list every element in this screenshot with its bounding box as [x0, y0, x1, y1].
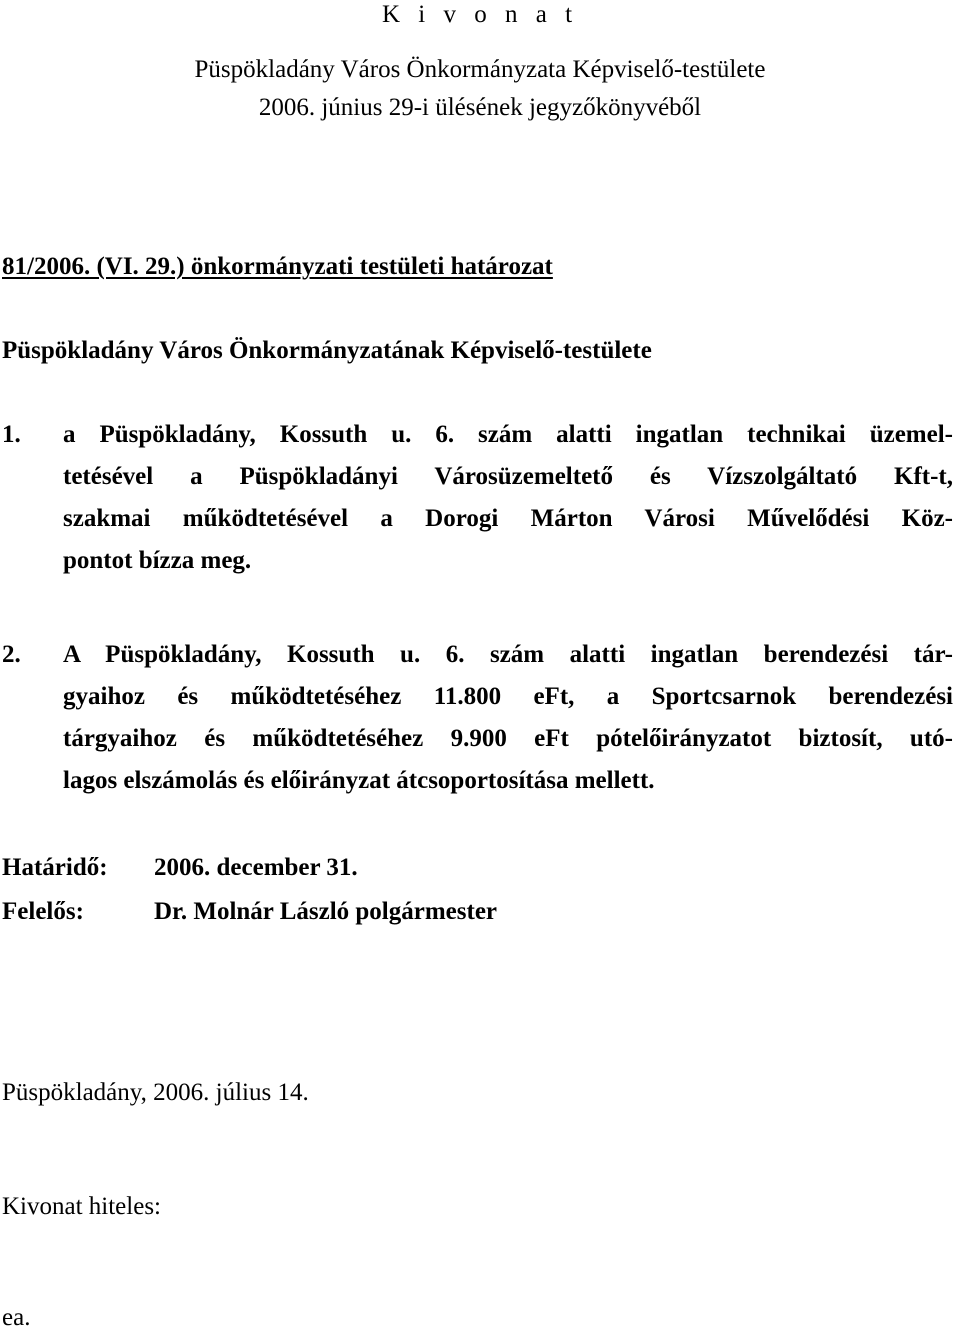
deadline-value: 2006. december 31.	[154, 854, 358, 881]
document-subtitle-line2: 2006. június 29-i ülésének jegyzőkönyvéből	[258, 94, 702, 121]
certified-label: Kivonat hiteles:	[2, 1193, 161, 1220]
document-title: K i v o n a t	[381, 1, 579, 28]
item-number-1: 1.	[2, 421, 21, 448]
item-2-line: lagos elszámolás és előirányzat átcsoportosítása mellett.	[63, 767, 655, 794]
deadline-label: Határidő:	[2, 854, 108, 881]
item-1-line: tetésével a Püspökladányi Városüzemeltető és Vízszolgáltató Kft-t,	[63, 463, 953, 490]
item-number-2: 2.	[2, 641, 21, 668]
place-date: Püspökladány, 2006. július 14.	[2, 1079, 309, 1106]
item-text-1	[63, 414, 953, 582]
responsible-value: Dr. Molnár László polgármester	[154, 898, 498, 925]
item-1-line: szakmai működtetésével a Dorogi Márton Városi Művelődési Köz-	[63, 505, 953, 532]
item-2-line: A Püspökladány, Kossuth u. 6. szám alatti ingatlan berendezési tár-	[63, 641, 953, 668]
item-2-line: tárgyaihoz és működtetéséhez 9.900 eFt pótelőirányzatot biztosít, utó-	[63, 725, 953, 752]
item-text-2	[63, 634, 953, 802]
initials: ea.	[2, 1304, 31, 1331]
responsible-row	[2, 897, 497, 927]
item-2-line: gyaihoz és működtetéséhez 11.800 eFt, a Sportcsarnok berendezési	[63, 683, 953, 710]
deadline-row	[2, 853, 358, 883]
resolution-body-name: Püspökladány Város Önkormányzatának Képviselő-testülete	[2, 337, 652, 364]
responsible-label: Felelős:	[2, 898, 84, 925]
item-1-line: pontot bízza meg.	[63, 547, 252, 574]
resolution-number: 81/2006. (VI. 29.) önkormányzati testületi határozat	[2, 253, 553, 280]
item-1-line: a Püspökladány, Kossuth u. 6. szám alatti ingatlan technikai üzemel-	[63, 421, 953, 448]
document-subtitle-line1: Püspökladány Város Önkormányzata Képviselő-testülete	[194, 56, 766, 83]
